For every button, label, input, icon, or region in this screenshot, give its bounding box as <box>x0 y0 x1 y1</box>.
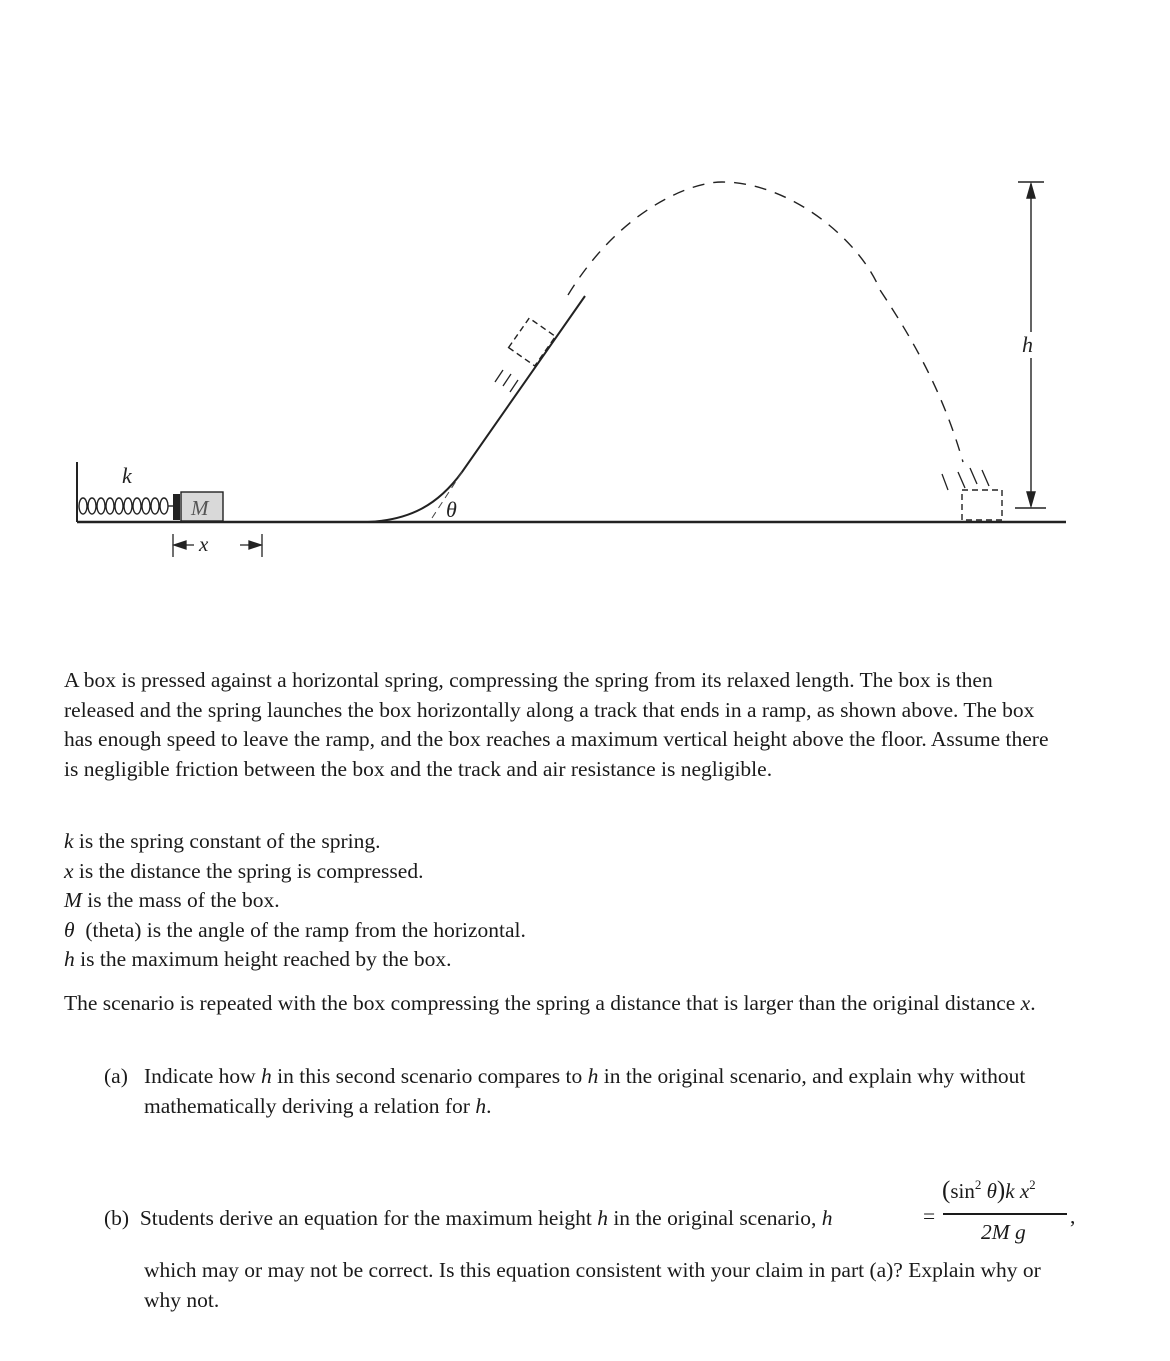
question-b-label: (b) <box>104 1206 130 1230</box>
equation-denominator: 2M g <box>981 1220 1026 1244</box>
equation-fraction-bar <box>943 1213 1067 1215</box>
question-b-text: Students derive an equation for the maximum height h in the original scenario, h <box>139 1206 833 1230</box>
compression-dimension <box>173 534 262 557</box>
spring <box>79 498 173 514</box>
box-at-landing <box>962 490 1002 520</box>
definitions-list <box>64 827 1064 975</box>
definition-x: x is the distance the spring is compressed. <box>64 858 424 883</box>
definition-m: M is the mass of the box. <box>64 888 280 913</box>
question-a-label: (a) <box>104 1064 128 1088</box>
spring-constant-label: k <box>122 463 132 488</box>
question-a-text: Indicate how h in this second scenario compares to h in the original scenario, and explain why without mathematically deriving a relation for h. <box>144 1064 1026 1118</box>
trajectory <box>568 182 963 462</box>
motion-lines-landing <box>942 468 989 490</box>
height-label: h <box>1022 332 1033 357</box>
spring-end-plate <box>173 494 180 520</box>
ramp <box>368 296 585 522</box>
intro-paragraph: A box is pressed against a horizontal spring, compressing the spring from its relaxed length. The box is then released and the spring launches the box horizontally along a track that ends in a ramp, as shown above. The box has enough speed to leave the ramp, and the box reaches a maximum vertical height above the floor. Assume there is negligible friction between the box and the track and air resistance is negligible. <box>64 668 1049 781</box>
question-a <box>104 1062 1064 1121</box>
question-b-continuation: which may or may not be correct. Is this equation consistent with your claim in part (a)? Explain why or why not. <box>144 1258 1041 1312</box>
compression-label: x <box>199 532 209 556</box>
equation-numerator: ($\sin^2$ θ)k $x^2$ <box>942 1177 1036 1204</box>
mass-label: M <box>191 496 209 520</box>
definition-h: h is the maximum height reached by the box. <box>64 947 452 972</box>
repeat-scenario-paragraph: The scenario is repeated with the box compressing the spring a distance that is larger than the original distance x. <box>64 991 1036 1015</box>
equation-comma: , <box>1070 1204 1076 1228</box>
equation-equals: = <box>923 1204 936 1228</box>
box-on-ramp <box>509 318 556 366</box>
physics-diagram <box>0 0 1170 620</box>
definition-theta: θ (theta) is the angle of the ramp from the horizontal. <box>64 917 526 942</box>
ramp-angle-label: θ <box>446 497 457 522</box>
question-b <box>104 1204 1104 1234</box>
motion-lines-ramp <box>495 370 518 392</box>
definition-k: k is the spring constant of the spring. <box>64 829 381 853</box>
